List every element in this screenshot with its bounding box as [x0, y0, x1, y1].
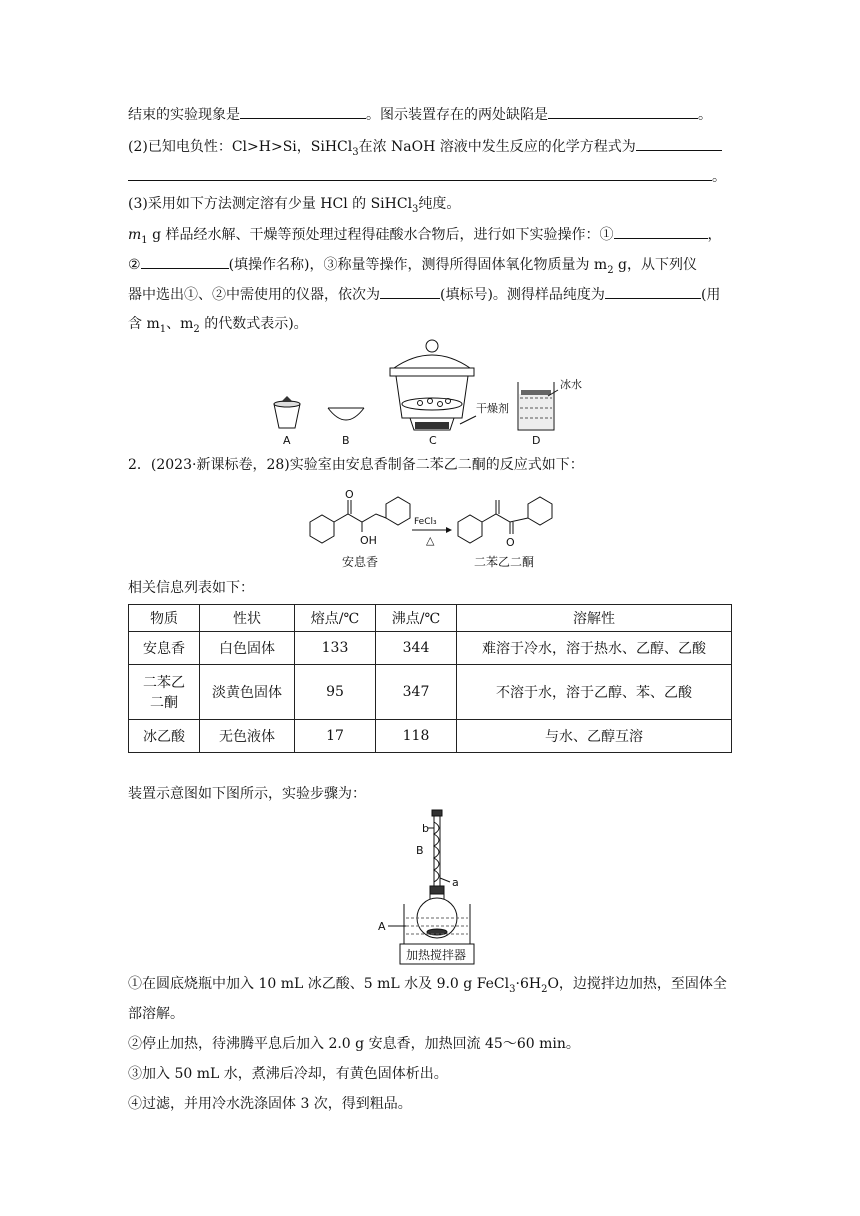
step-1-cont: 部溶解。 — [128, 1006, 184, 1022]
answer-blank[interactable] — [240, 104, 366, 119]
answer-blank[interactable] — [614, 224, 708, 239]
table-intro: 相关信息列表如下： — [128, 580, 254, 596]
benzene-ring-icon — [310, 515, 334, 543]
benzene-ring-icon — [458, 515, 482, 543]
answer-blank[interactable] — [380, 284, 440, 299]
outlet-b-label: b — [422, 822, 429, 835]
q1-part3-l3: 器中选出①、②中需使用的仪器，依次为 (填标号)。测得样品纯度为 (用 — [128, 284, 720, 305]
ice-water-label: 冰水 — [560, 378, 582, 391]
q2-heading: 2．(2023·新课标卷，28)实验室由安息香制备二苯乙二酮的反应式如下： — [128, 457, 584, 473]
table-row: 二苯乙 二酮 淡黄色固体 95 347 不溶于水，溶于乙醇、苯、乙酸 — [129, 665, 732, 720]
q1-part3-l2: ② (填操作名称)，③称量等操作，测得所得固体氧化物质量为 $m_2$ g，从下列仪 — [128, 254, 697, 281]
reflux-setup-figure — [372, 808, 492, 968]
properties-table — [128, 604, 732, 753]
q1-part2: (2)已知电负性：Cl>H>Si，SiHCl$_3$在浓 NaOH 溶液中发生反应的化学方程式为 — [128, 136, 722, 163]
reagent-label: FeCl₃ — [414, 517, 437, 527]
crucible-icon — [274, 396, 300, 428]
table-header-row: 物质 性状 熔点/℃ 沸点/℃ 溶解性 — [129, 605, 732, 632]
answer-blank[interactable] — [141, 254, 229, 269]
benzene-ring-icon — [528, 497, 552, 525]
answer-blank[interactable] — [636, 136, 722, 151]
bath-a-label: A — [378, 920, 386, 933]
reaction-arrow-icon — [446, 527, 452, 533]
condenser-b-label: B — [416, 844, 424, 857]
evaporating-dish-icon — [328, 408, 364, 420]
q1-part3-l4: 含 $m_1$、$m_2$ 的代数式表示)。 — [128, 316, 308, 335]
label-d: D — [532, 434, 541, 447]
label-b: B — [342, 434, 350, 447]
benzene-ring-icon — [386, 497, 410, 525]
label-a: A — [283, 434, 291, 447]
table-row: 冰乙酸 无色液体 17 118 与水、乙醇互溶 — [129, 720, 732, 753]
answer-blank[interactable] — [605, 284, 701, 299]
product-name: 二苯乙二酮 — [474, 555, 535, 569]
setup-intro: 装置示意图如下图所示，实验步骤为： — [128, 786, 366, 802]
step-1: ①在圆底烧瓶中加入 10 mL 冰乙酸、5 mL 水及 9.0 g $FeCl_3\cdot 6H_2O$，边搅拌边加热，至固体全 — [128, 976, 727, 995]
condenser-icon — [434, 822, 439, 882]
desiccator-icon — [390, 340, 474, 430]
beaker-icon — [518, 382, 554, 430]
step-4: ④过滤，并用冷水洗涤固体 3 次，得到粗品。 — [128, 1096, 412, 1112]
inlet-a-label: a — [452, 876, 459, 889]
answer-blank[interactable] — [128, 166, 712, 181]
carbonyl-o-label: O — [345, 488, 354, 501]
carbonyl-o-label: O — [506, 536, 515, 549]
apparatus-figure — [262, 338, 592, 450]
q1-line1: 结束的实验现象是 。图示装置存在的两处缺陷是 。 — [128, 104, 712, 125]
stirrer-label: 加热搅拌器 — [406, 948, 467, 962]
reactant-name: 安息香 — [342, 555, 379, 569]
step-2: ②停止加热，待沸腾平息后加入 2.0 g 安息香，加热回流 45～60 min。 — [128, 1036, 580, 1052]
q1-part3-l1: $m_1$ g 样品经水解、干燥等预处理过程得硅酸水合物后，进行如下实验操作：① ， — [128, 224, 722, 251]
label-c: C — [429, 434, 437, 447]
q1-part2-cont: 。 — [128, 166, 726, 187]
reaction-scheme — [300, 484, 570, 574]
hydroxyl-label: OH — [360, 534, 377, 547]
heat-label: △ — [426, 534, 435, 547]
step-3: ③加入 50 mL 水，煮沸后冷却，有黄色固体析出。 — [128, 1066, 448, 1082]
desiccant-label: 干燥剂 — [476, 402, 509, 415]
answer-blank[interactable] — [548, 104, 698, 119]
table-row: 安息香 白色固体 133 344 难溶于冷水，溶于热水、乙醇、乙酸 — [129, 632, 732, 665]
q1-part3: (3)采用如下方法测定溶有少量 HCl 的 SiHCl$_3$纯度。 — [128, 196, 461, 215]
